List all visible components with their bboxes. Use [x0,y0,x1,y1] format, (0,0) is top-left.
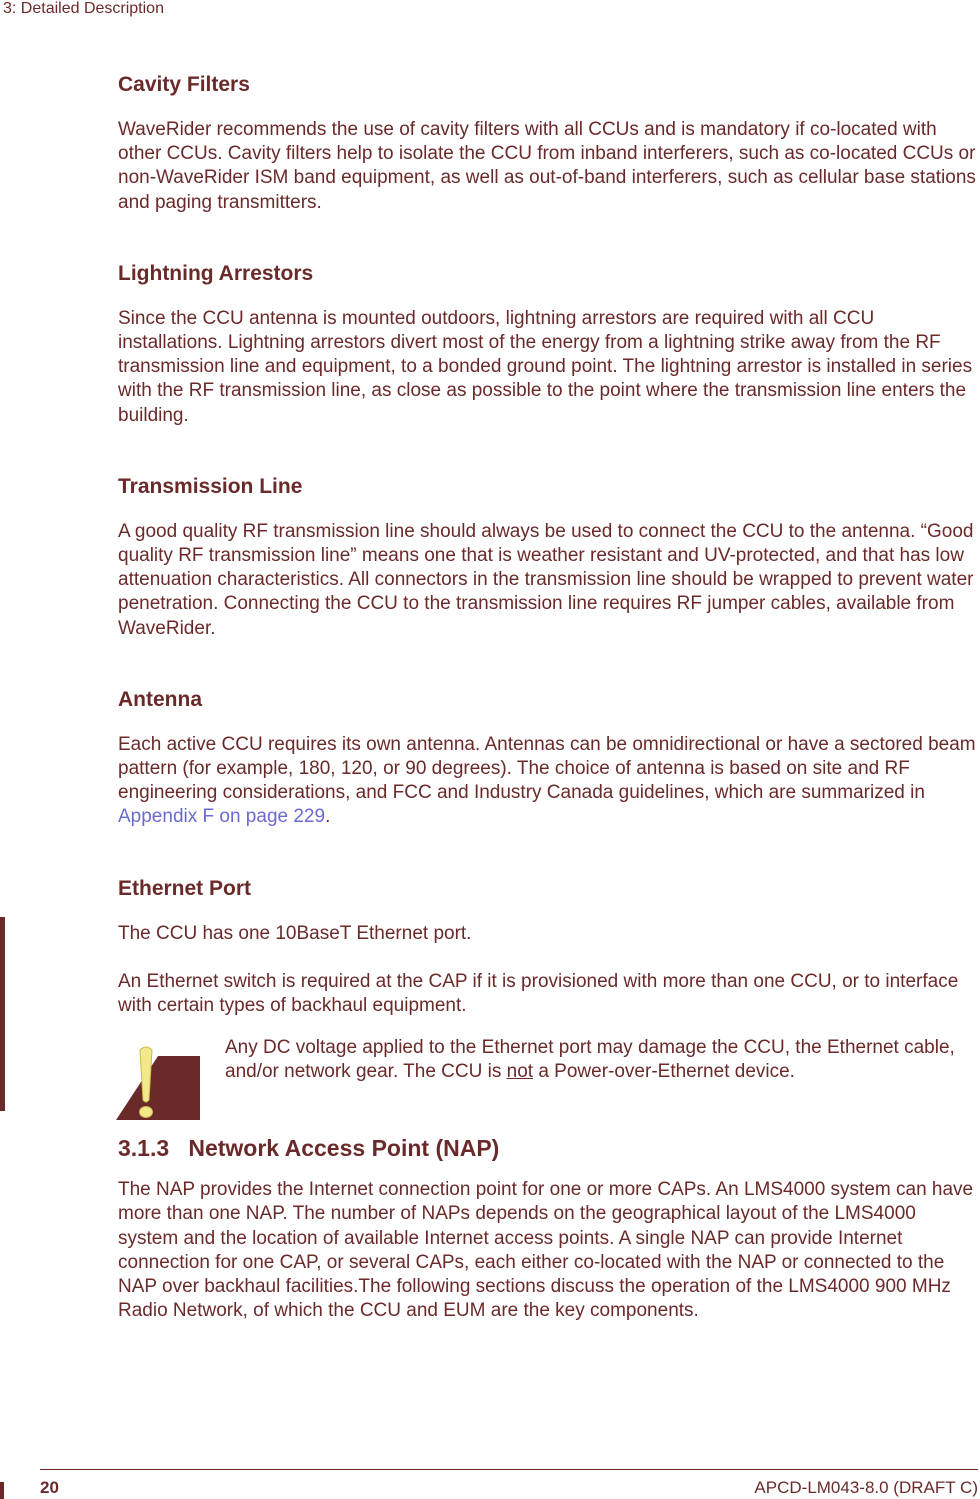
exclamation-dot [140,1107,153,1118]
antenna-text-end: . [325,806,331,828]
paragraph-cavity-filters: WaveRider recommends the use of cavity filters with all CCUs and is mandatory if co-located with other CCUs. Cavity filters help to isolate the CCU from inband interferers, such as co-located CCUs or non-WaveRider ISM band equipment, as well as out-of-band interferers, such as cellular base stations and paging transmitters. [118,119,976,213]
paragraph-nap: The NAP provides the Internet connection point for one or more CAPs. An LMS4000 system can have more than one NAP. The number of NAPs depends on the geographical layout of the LMS4000 system and the location of available Internet access points. A single NAP can provide Internet connection for one CAP, or several CAPs, each either co-located with the NAP or connected to the NAP over backhaul facilities.The following sections discuss the operation of the LMS4000 900 MHz Radio Network, of which the CCU and EUM are the key components. [118,1179,974,1322]
section-title-transmission-line: Transmission Line [118,474,303,498]
footer-rule [40,1469,978,1470]
section-heading-text: Network Access Point (NAP) [188,1135,500,1162]
document-id: APCD-LM043-8.0 (DRAFT C) [754,1478,978,1497]
warning-triangle-shape [116,1056,200,1120]
appendix-f-link[interactable]: Appendix F on page 229 [118,806,326,828]
paragraph-lightning-arrestors: Since the CCU antenna is mounted outdoors, lightning arrestors are required with all CCU installations. Lightning arrestors divert most of the energy from a lightning strike away from the RF transmission line and equipment, to a bonded ground point. The lightning arrestor is installed in series with the RF transmission line, as close as possible to the point where the transmission line enters the building. [118,307,973,426]
running-head: 3: Detailed Description [3,0,164,17]
paragraph-transmission-line: A good quality RF transmission line should always be used to connect the CCU to the antenna. “Good quality RF transmission line” means one that is weather resistant and UV-protected, and that has low attenuation characteristics. All connectors in the transmission line should be wrapped to prevent water penetration. Connecting the CCU to the transmission line requires RF jumper cables, available from WaveRider. [118,520,974,639]
section-title-cavity-filters: Cavity Filters [118,73,250,96]
caution-note [118,1036,978,1116]
paragraph-ethernet-2: An Ethernet switch is required at the CAP if it is provisioned with more than one CCU, or to interface with certain types of backhaul equipment. [118,970,959,1017]
change-bar [0,917,5,1111]
section-title-antenna: Antenna [118,687,202,711]
warning-triangle-icon [116,1046,200,1120]
caution-text [225,1036,977,1084]
caution-text-start: Any DC voltage applied to the Ethernet port may damage the CCU, the Ethernet cable, and/or network gear. The CCU is [225,1037,955,1083]
section-title-lightning-arrestors: Lightning Arrestors [118,261,314,285]
caution-text-end: a Power-over-Ethernet device. [533,1061,795,1083]
antenna-text: Each active CCU requires its own antenna. Antennas can be omnidirectional or have a sectored beam pattern (for example, 180, 120, or 90 degrees). The choice of antenna is based on site and RF engineering considerations, and FCC and Industry Canada guidelines, which are summarized in [118,733,976,804]
section-heading-nap [118,1134,978,1162]
paragraph-ethernet-1: The CCU has one 10BaseT Ethernet port. [118,922,472,944]
caution-emphasis-not: not [506,1061,534,1083]
footer-change-bar [0,1482,4,1499]
section-title-ethernet-port: Ethernet Port [118,876,252,900]
page-content [118,72,978,1323]
section-number: 3.1.3 [118,1135,170,1162]
paragraph-antenna [118,733,978,830]
page-number: 20 [40,1478,59,1497]
